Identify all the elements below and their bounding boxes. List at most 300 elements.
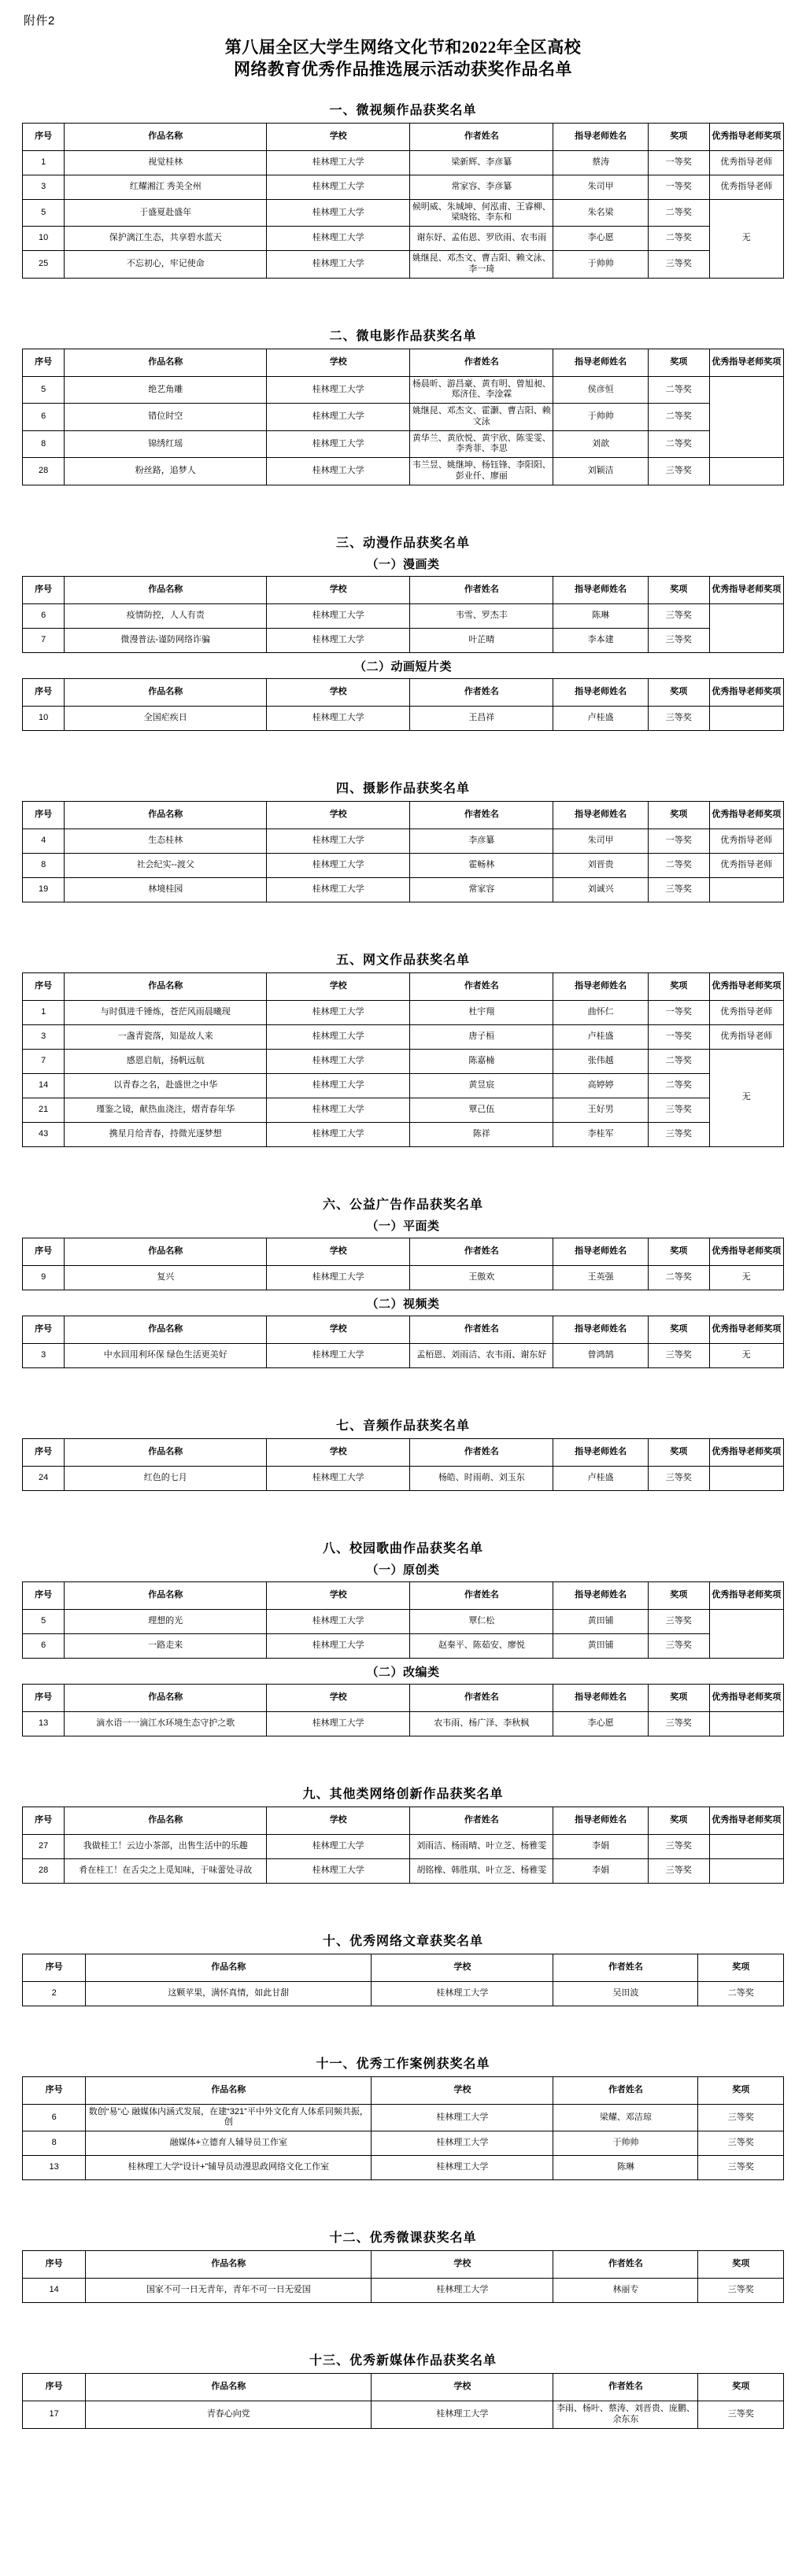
header-mentor: 指导老师姓名 (553, 801, 649, 829)
cell-author: 农韦雨、杨广泽、李秋枫 (410, 1711, 553, 1736)
header-index: 序号 (23, 972, 65, 1000)
header-award: 奖项 (648, 801, 709, 829)
cell-school: 桂林理工大学 (267, 829, 410, 853)
cell-index: 4 (23, 829, 65, 853)
cell-school: 桂林理工大学 (267, 430, 410, 458)
cell-index: 13 (23, 2156, 86, 2180)
subsection-heading: （二）改编类 (366, 1666, 440, 1679)
cell-index: 28 (23, 1858, 65, 1883)
cell-extra (709, 1466, 783, 1490)
table-row (23, 1024, 784, 1049)
header-work: 作品名称 (65, 678, 267, 706)
cell-work: 锦绣红瑶 (65, 430, 267, 458)
section-heading: 十、优秀网络文章获奖名单 (322, 1934, 483, 1948)
cell-work: 一盏青瓷落，知是故人来 (65, 1024, 267, 1049)
cell-author: 覃己伍 (410, 1098, 553, 1122)
cell-work: 红耀湘江 秀美全州 (65, 175, 267, 199)
cell-mentor: 刘歆 (553, 430, 649, 458)
cell-mentor: 卢桂盛 (553, 706, 649, 730)
cell-index: 9 (23, 1265, 65, 1290)
subsection-heading: （一）漫画类 (366, 558, 440, 571)
header-school: 学校 (267, 972, 410, 1000)
cell-school: 桂林理工大学 (267, 376, 410, 404)
cell-work: 全国疟疾日 (65, 706, 267, 730)
cell-work: 不忘初心，牢记使命 (65, 251, 267, 279)
cell-award: 二等奖 (648, 1073, 709, 1098)
cell-award: 二等奖 (648, 199, 709, 227)
header-award: 奖项 (648, 1438, 709, 1466)
cell-extra: 无 (709, 1049, 783, 1146)
cell-mentor: 于帅帅 (553, 251, 649, 279)
section-spacer (22, 282, 784, 305)
cell-mentor: 王英强 (553, 1265, 649, 1290)
cell-index: 7 (23, 1049, 65, 1073)
cell-extra: 优秀指导老师 (709, 1000, 783, 1024)
cell-index: 43 (23, 1122, 65, 1146)
cell-school: 桂林理工大学 (267, 1711, 410, 1736)
header-extra: 优秀指导老师奖项 (709, 1238, 783, 1265)
cell-author: 李彦纂 (410, 829, 553, 853)
cell-extra (709, 458, 783, 485)
section-spacer (22, 1494, 784, 1518)
table-row (23, 376, 784, 404)
attachment-label: 附件2 (24, 14, 55, 28)
table-row (23, 430, 784, 458)
header-mentor: 指导老师姓名 (553, 1438, 649, 1466)
header-school: 学校 (267, 1238, 410, 1265)
cell-school: 桂林理工大学 (267, 1834, 410, 1858)
header-index: 序号 (23, 1316, 65, 1343)
header-work: 作品名称 (86, 1954, 372, 1981)
header-mentor: 指导老师姓名 (553, 678, 649, 706)
cell-work: 粉丝路，追梦人 (65, 458, 267, 485)
header-award: 奖项 (698, 1954, 784, 1981)
cell-award: 三等奖 (648, 1609, 709, 1633)
section-heading: 十一、优秀工作案例获奖名单 (316, 2057, 490, 2071)
header-award: 奖项 (698, 2251, 784, 2279)
header-extra: 优秀指导老师奖项 (709, 1316, 783, 1343)
cell-author: 唐子桓 (410, 1024, 553, 1049)
cell-author: 杜宇翔 (410, 1000, 553, 1024)
header-author: 作者姓名 (410, 123, 553, 150)
cell-author: 梁新辉、李彦纂 (410, 150, 553, 175)
cell-school: 桂林理工大学 (267, 150, 410, 175)
cell-school: 桂林理工大学 (267, 251, 410, 279)
table-row (23, 251, 784, 279)
cell-school: 桂林理工大学 (267, 1024, 410, 1049)
cell-extra (709, 877, 783, 902)
cell-award: 三等奖 (648, 1834, 709, 1858)
header-work: 作品名称 (86, 2076, 372, 2104)
table-header-row (23, 1954, 784, 1981)
table-row (23, 150, 784, 175)
award-table (22, 123, 784, 279)
cell-award: 二等奖 (648, 1265, 709, 1290)
header-award: 奖项 (648, 1316, 709, 1343)
cell-index: 1 (23, 1000, 65, 1024)
header-school: 学校 (267, 1684, 410, 1711)
cell-index: 14 (23, 1073, 65, 1098)
cell-school: 桂林理工大学 (267, 1858, 410, 1883)
header-mentor: 指导老师姓名 (553, 1238, 649, 1265)
cell-index: 6 (23, 1633, 65, 1658)
sections-container (22, 81, 784, 2429)
cell-extra (709, 376, 783, 458)
table-header-row (23, 1316, 784, 1343)
header-school: 学校 (372, 2076, 553, 2104)
cell-work: 一路走来 (65, 1633, 267, 1658)
cell-index: 10 (23, 706, 65, 730)
header-extra: 优秀指导老师奖项 (709, 1438, 783, 1466)
award-table (22, 1316, 784, 1368)
cell-school: 桂林理工大学 (372, 2279, 553, 2303)
cell-award: 二等奖 (698, 1981, 784, 2006)
header-award: 奖项 (648, 123, 709, 150)
header-index: 序号 (23, 1684, 65, 1711)
cell-mentor: 卢桂盛 (553, 1466, 649, 1490)
award-table (22, 972, 784, 1147)
section-spacer (22, 1150, 784, 1174)
header-award: 奖项 (698, 2374, 784, 2401)
cell-author: 韦雪、罗杰丰 (410, 603, 553, 628)
header-index: 序号 (23, 1238, 65, 1265)
header-extra: 优秀指导老师奖项 (709, 972, 783, 1000)
cell-award: 三等奖 (648, 1098, 709, 1122)
header-work: 作品名称 (65, 1438, 267, 1466)
cell-award: 三等奖 (648, 706, 709, 730)
header-school: 学校 (372, 2251, 553, 2279)
header-index: 序号 (23, 349, 65, 376)
cell-award: 一等奖 (648, 1000, 709, 1024)
header-school: 学校 (267, 678, 410, 706)
cell-work: 绝艺角雕 (65, 376, 267, 404)
cell-author: 王傲欢 (410, 1265, 553, 1290)
cell-mentor: 朱司甲 (553, 175, 649, 199)
header-index: 序号 (23, 2076, 86, 2104)
cell-author: 刘雨洁、杨雨晴、叶立芝、杨雅雯 (410, 1834, 553, 1858)
header-author: 作者姓名 (410, 1238, 553, 1265)
header-work: 作品名称 (65, 972, 267, 1000)
subsection-heading: （一）原创类 (366, 1563, 440, 1577)
cell-mentor: 刘诚兴 (553, 877, 649, 902)
section-heading: 七、音频作品获奖名单 (335, 1419, 470, 1433)
cell-work: 这颗苹果，满怀真情，如此甘甜 (86, 1981, 372, 2006)
cell-award: 三等奖 (648, 1122, 709, 1146)
cell-index: 7 (23, 628, 65, 652)
cell-school: 桂林理工大学 (267, 1343, 410, 1367)
header-mentor: 指导老师姓名 (553, 1807, 649, 1834)
cell-work: 复兴 (65, 1265, 267, 1290)
cell-award: 二等奖 (648, 853, 709, 877)
cell-school: 桂林理工大学 (267, 1609, 410, 1633)
header-index: 序号 (23, 1581, 65, 1609)
cell-work: 瑾鉴之镜，献热血浇注，熠青春年华 (65, 1098, 267, 1122)
cell-extra (709, 1858, 783, 1883)
section-spacer (22, 1371, 784, 1395)
section-heading: 三、动漫作品获奖名单 (335, 536, 470, 550)
header-index: 序号 (23, 678, 65, 706)
table-row (23, 2131, 784, 2156)
table-row (23, 1122, 784, 1146)
cell-extra: 优秀指导老师 (709, 175, 783, 199)
cell-index: 13 (23, 1711, 65, 1736)
cell-author: 吴田波 (553, 1981, 698, 2006)
cell-extra: 优秀指导老师 (709, 829, 783, 853)
cell-school: 桂林理工大学 (267, 404, 410, 431)
header-award: 奖项 (648, 972, 709, 1000)
header-school: 学校 (267, 1316, 410, 1343)
table-row (23, 1049, 784, 1073)
header-author: 作者姓名 (553, 2374, 698, 2401)
table-row (23, 175, 784, 199)
cell-award: 三等奖 (648, 458, 709, 485)
award-table (22, 576, 784, 653)
cell-mentor: 李心愿 (553, 227, 649, 251)
cell-mentor: 曲怀仁 (553, 1000, 649, 1024)
header-work: 作品名称 (65, 1684, 267, 1711)
header-school: 学校 (267, 801, 410, 829)
cell-school: 桂林理工大学 (372, 1981, 553, 2006)
header-award: 奖项 (698, 2076, 784, 2104)
cell-school: 桂林理工大学 (267, 1633, 410, 1658)
cell-award: 三等奖 (648, 877, 709, 902)
table-row (23, 1633, 784, 1658)
cell-index: 8 (23, 2131, 86, 2156)
cell-school: 桂林理工大学 (267, 1122, 410, 1146)
cell-work: 携星月给青春，持微光逐梦想 (65, 1122, 267, 1146)
cell-award: 一等奖 (648, 829, 709, 853)
section-heading: 八、校园歌曲作品获奖名单 (322, 1541, 483, 1556)
cell-mentor: 王好男 (553, 1098, 649, 1122)
cell-award: 三等奖 (698, 2401, 784, 2429)
table-row (23, 458, 784, 485)
table-row (23, 1858, 784, 1883)
cell-extra (709, 1609, 783, 1658)
cell-index: 10 (23, 227, 65, 251)
table-header-row (23, 1807, 784, 1834)
header-mentor: 指导老师姓名 (553, 972, 649, 1000)
header-award: 奖项 (648, 576, 709, 603)
table-row (23, 199, 784, 227)
section-heading: 二、微电影作品获奖名单 (329, 329, 477, 343)
table-row (23, 706, 784, 730)
table-row (23, 1265, 784, 1290)
award-table (22, 2250, 784, 2303)
cell-work: 我做桂工！云边小茶部，出售生活中的乐趣 (65, 1834, 267, 1858)
cell-work: 与时俱进千锤炼，苍茫风雨晨曦现 (65, 1000, 267, 1024)
cell-school: 桂林理工大学 (267, 1073, 410, 1098)
cell-author: 胡铭橡、韩胜琪、叶立芝、杨雅雯 (410, 1858, 553, 1883)
header-author: 作者姓名 (410, 349, 553, 376)
cell-work: 滴水语一一滴江水环境生态守护之歌 (65, 1711, 267, 1736)
header-mentor: 指导老师姓名 (553, 1684, 649, 1711)
header-work: 作品名称 (65, 123, 267, 150)
cell-award: 三等奖 (648, 1633, 709, 1658)
cell-index: 5 (23, 1609, 65, 1633)
header-index: 序号 (23, 576, 65, 603)
header-school: 学校 (267, 1581, 410, 1609)
table-row (23, 1073, 784, 1098)
cell-school: 桂林理工大学 (267, 628, 410, 652)
section-heading: 一、微视频作品获奖名单 (329, 103, 477, 117)
header-index: 序号 (23, 1438, 65, 1466)
cell-author: 常家容 (410, 877, 553, 902)
header-author: 作者姓名 (553, 2251, 698, 2279)
table-header-row (23, 972, 784, 1000)
header-mentor: 指导老师姓名 (553, 576, 649, 603)
cell-extra (709, 706, 783, 730)
table-row (23, 1466, 784, 1490)
cell-mentor: 曾鸿鹄 (553, 1343, 649, 1367)
table-header-row (23, 2251, 784, 2279)
table-header-row (23, 678, 784, 706)
award-table (22, 1684, 784, 1736)
cell-extra (709, 603, 783, 652)
header-school: 学校 (267, 1438, 410, 1466)
cell-index: 17 (23, 2401, 86, 2429)
header-work: 作品名称 (65, 349, 267, 376)
table-header-row (23, 1581, 784, 1609)
cell-school: 桂林理工大学 (267, 603, 410, 628)
header-extra: 优秀指导老师奖项 (709, 1684, 783, 1711)
table-header-row (23, 801, 784, 829)
cell-author: 韦兰昱、姚继坤、杨钰锋、李阳阳、彭业仟、廖丽 (410, 458, 553, 485)
header-mentor: 指导老师姓名 (553, 1316, 649, 1343)
header-award: 奖项 (648, 1807, 709, 1834)
title-line-2: 网络教育优秀作品推选展示活动获奖作品名单 (234, 60, 572, 79)
cell-award: 三等奖 (648, 1466, 709, 1490)
cell-author: 杨晨昕、游昌豪、黄有明、曾旭昶、郑济佳、李淦霖 (410, 376, 553, 404)
cell-index: 6 (23, 603, 65, 628)
header-author: 作者姓名 (553, 1954, 698, 1981)
cell-mentor: 刘晋贵 (553, 853, 649, 877)
cell-index: 14 (23, 2279, 86, 2303)
cell-index: 21 (23, 1098, 65, 1122)
cell-index: 25 (23, 251, 65, 279)
award-table (22, 1438, 784, 1491)
award-table (22, 1807, 784, 1884)
cell-extra: 无 (709, 199, 783, 278)
cell-index: 24 (23, 1466, 65, 1490)
cell-index: 1 (23, 150, 65, 175)
header-mentor: 指导老师姓名 (553, 349, 649, 376)
header-work: 作品名称 (86, 2374, 372, 2401)
cell-author: 于帅帅 (553, 2131, 698, 2156)
table-row (23, 853, 784, 877)
section-spacer (22, 489, 784, 512)
section-spacer (22, 734, 784, 758)
award-table (22, 349, 784, 485)
header-extra: 优秀指导老师奖项 (709, 123, 783, 150)
header-author: 作者姓名 (410, 1316, 553, 1343)
cell-author: 霍畅林 (410, 853, 553, 877)
cell-school: 桂林理工大学 (267, 175, 410, 199)
cell-author: 黄华兰、黄欣悦、黄宇欣、陈雯雯、李秀菲、李思 (410, 430, 553, 458)
header-award: 奖项 (648, 1581, 709, 1609)
subsection-heading: （二）动画短片类 (353, 660, 452, 674)
cell-work: 感恩启航，扬帆远航 (65, 1049, 267, 1073)
cell-award: 一等奖 (648, 175, 709, 199)
cell-author: 陈琳 (553, 2156, 698, 2180)
award-table (22, 678, 784, 731)
table-row (23, 1711, 784, 1736)
cell-author: 王昌祥 (410, 706, 553, 730)
header-extra: 优秀指导老师奖项 (709, 678, 783, 706)
header-award: 奖项 (648, 1238, 709, 1265)
cell-award: 二等奖 (648, 1049, 709, 1073)
section-heading: 四、摄影作品获奖名单 (335, 781, 470, 795)
cell-work: 生态桂林 (65, 829, 267, 853)
award-table (22, 1954, 784, 2006)
table-row (23, 2401, 784, 2429)
header-author: 作者姓名 (410, 1438, 553, 1466)
cell-mentor: 李本建 (553, 628, 649, 652)
cell-index: 5 (23, 376, 65, 404)
award-table (22, 1238, 784, 1290)
section-spacer (22, 2010, 784, 2033)
cell-author: 覃仁松 (410, 1609, 553, 1633)
cell-award: 二等奖 (648, 430, 709, 458)
table-header-row (23, 349, 784, 376)
cell-author: 孟栢恩、刘雨洁、农韦雨、谢东妤 (410, 1343, 553, 1367)
cell-mentor: 张伟越 (553, 1049, 649, 1073)
table-row (23, 1343, 784, 1367)
cell-author: 候明威、朱城坤、何泓甫、王睿柳、梁晓铭、李东和 (410, 199, 553, 227)
subsection-heading: （二）视频类 (366, 1297, 440, 1311)
header-school: 学校 (267, 576, 410, 603)
cell-work: 红色的七月 (65, 1466, 267, 1490)
header-author: 作者姓名 (410, 576, 553, 603)
section-spacer (22, 2306, 784, 2330)
cell-work: 视觉桂林 (65, 150, 267, 175)
cell-school: 桂林理工大学 (267, 227, 410, 251)
header-extra: 优秀指导老师奖项 (709, 801, 783, 829)
table-row (23, 628, 784, 652)
header-author: 作者姓名 (410, 1684, 553, 1711)
cell-school: 桂林理工大学 (267, 877, 410, 902)
cell-index: 3 (23, 1343, 65, 1367)
cell-work: 桂林理工大学“设计+”辅导员动漫思政网络文化工作室 (86, 2156, 372, 2180)
cell-work: 国家不可一日无青年，青年不可一日无爱国 (86, 2279, 372, 2303)
title-line-1: 第八届全区大学生网络文化节和2022年全区高校 (224, 38, 582, 57)
header-award: 奖项 (648, 349, 709, 376)
header-work: 作品名称 (65, 1581, 267, 1609)
cell-author: 黄昱宸 (410, 1073, 553, 1098)
header-work: 作品名称 (65, 801, 267, 829)
header-author: 作者姓名 (410, 1807, 553, 1834)
section-heading: 六、公益广告作品获奖名单 (322, 1198, 483, 1212)
award-table (22, 801, 784, 902)
cell-extra: 优秀指导老师 (709, 853, 783, 877)
cell-award: 三等奖 (648, 628, 709, 652)
header-author: 作者姓名 (410, 801, 553, 829)
cell-school: 桂林理工大学 (267, 458, 410, 485)
cell-mentor: 朱司甲 (553, 829, 649, 853)
table-header-row (23, 1684, 784, 1711)
cell-award: 三等奖 (648, 1858, 709, 1883)
cell-award: 二等奖 (648, 376, 709, 404)
cell-work: 融媒体+立德育人辅导员工作室 (86, 2131, 372, 2156)
table-header-row (23, 2374, 784, 2401)
cell-extra: 无 (709, 1343, 783, 1367)
page-title (22, 36, 784, 81)
cell-author: 姚继昆、邓杰文、霍灏、曹吉阳、赖文泳 (410, 404, 553, 431)
table-row (23, 1098, 784, 1122)
header-index: 序号 (23, 801, 65, 829)
cell-index: 27 (23, 1834, 65, 1858)
cell-index: 28 (23, 458, 65, 485)
cell-author: 谢东妤、孟佑恩、罗欣雨、农韦雨 (410, 227, 553, 251)
